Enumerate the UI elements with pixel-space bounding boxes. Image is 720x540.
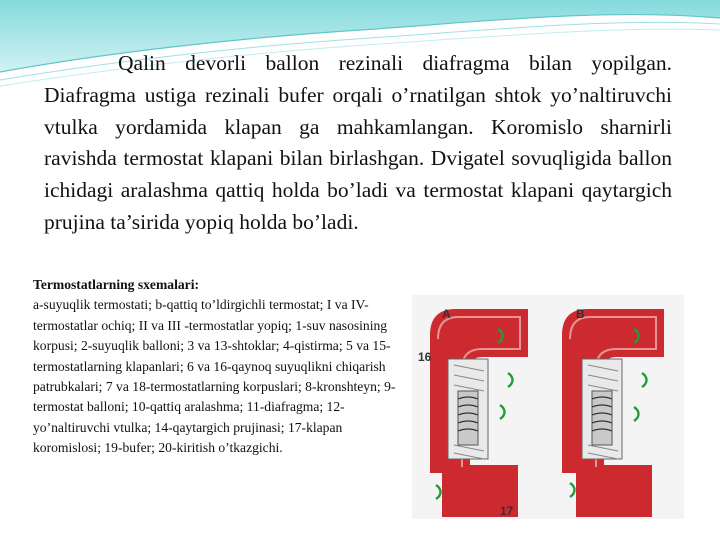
label-a: A [442,307,451,321]
caption-title: Termostatlarning sxemalari: [33,277,199,292]
main-paragraph: Qalin devorli ballon rezinali diafragma bilan yopilgan. Diafragma ustiga rezinali bufer orqali o’rnatilgan shtok yo’naltiruvchi vtulka yordamida klapan ga mahkamlangan. Koromislo sharnirli ravishda termostat klapani bilan birlashgan. Dvigatel sovuqligida ballon ichidagi aralashma qattiq holda bo’ladi va termostat klapani qaytargich prujina ta’sirida yopiq holda bo’ladi. [44,51,672,234]
label-b: B [576,307,585,321]
thermostat-a [418,307,528,518]
main-text-block [44,48,672,239]
figure-caption [33,275,405,459]
label-16: 16 [418,350,432,364]
thermostat-diagram [412,295,684,519]
label-17: 17 [500,504,514,518]
thermostat-b [562,307,664,517]
caption-text: a-suyuqlik termostati; b-qattiq to’ldirgichli termostat; I va IV-termostatlar ochiq; II va III -termostatlar yopiq; 1-suv nasosining korpusi; 2-suyuqlik balloni; 3 va 13-shtoklar; 4-qistirma; 5 va 15-termostatlarning klapanlari; 6 va 16-qaynoq suyuqlikni chiqarish patrubkalari; 7 va 18-termostatlarning korpuslari; 8-kronshteyn; 9-termostat balloni; 10-qattiq aralashma; 11-diafragma; 12-yo’naltiruvchi vtulka; 14-qaytargich prujinasi; 17-klapan koromislosi; 19-bufer; 20-kiritish o’tkazgichi. [33,297,396,456]
thermostat-diagram-svg [412,295,684,519]
